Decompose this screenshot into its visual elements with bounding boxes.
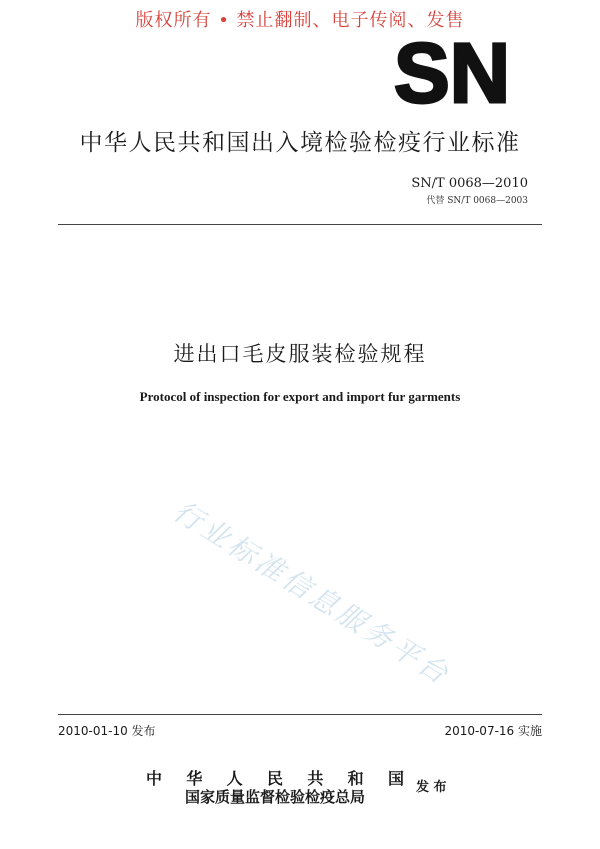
issuer-block — [146, 766, 456, 816]
standard-category-title: 中华人民共和国出入境检验检疫行业标准 — [79, 130, 521, 156]
issuer-country-char: 民 — [266, 769, 283, 788]
sn-logo-text: SN — [394, 40, 510, 106]
standard-number: SN/T 0068—2010 — [411, 176, 528, 191]
issuer-country-char: 中 — [146, 769, 163, 788]
issuer-action: 发 布 — [416, 780, 447, 795]
replaces-standard: 代替 SN/T 0068—2003 — [426, 196, 528, 206]
footer-divider — [58, 714, 542, 715]
issuer-country-char: 人 — [226, 769, 243, 788]
document-title-chinese: 进出口毛皮服装检验规程 — [173, 342, 427, 366]
sn-logo — [393, 40, 511, 106]
issue-date: 2010-01-10 发布 — [58, 724, 156, 738]
issuer-country-char: 共 — [307, 769, 324, 788]
issuer-country-char: 国 — [387, 769, 404, 788]
watermark: 行业标准信息服务平台 — [167, 494, 457, 693]
copyright-notice: 版权所有 • 禁止翻制、电子传阅、发售 — [135, 10, 465, 31]
header-divider — [58, 224, 542, 225]
issuer-country-char: 华 — [186, 769, 203, 788]
implementation-date: 2010-07-16 实施 — [444, 724, 542, 738]
issuer-agency: 国家质量监督检验检疫总局 — [184, 788, 365, 806]
document-title-english: Protocol of inspection for export and import fur garments — [139, 389, 461, 404]
issuer-country-char: 和 — [347, 769, 364, 788]
